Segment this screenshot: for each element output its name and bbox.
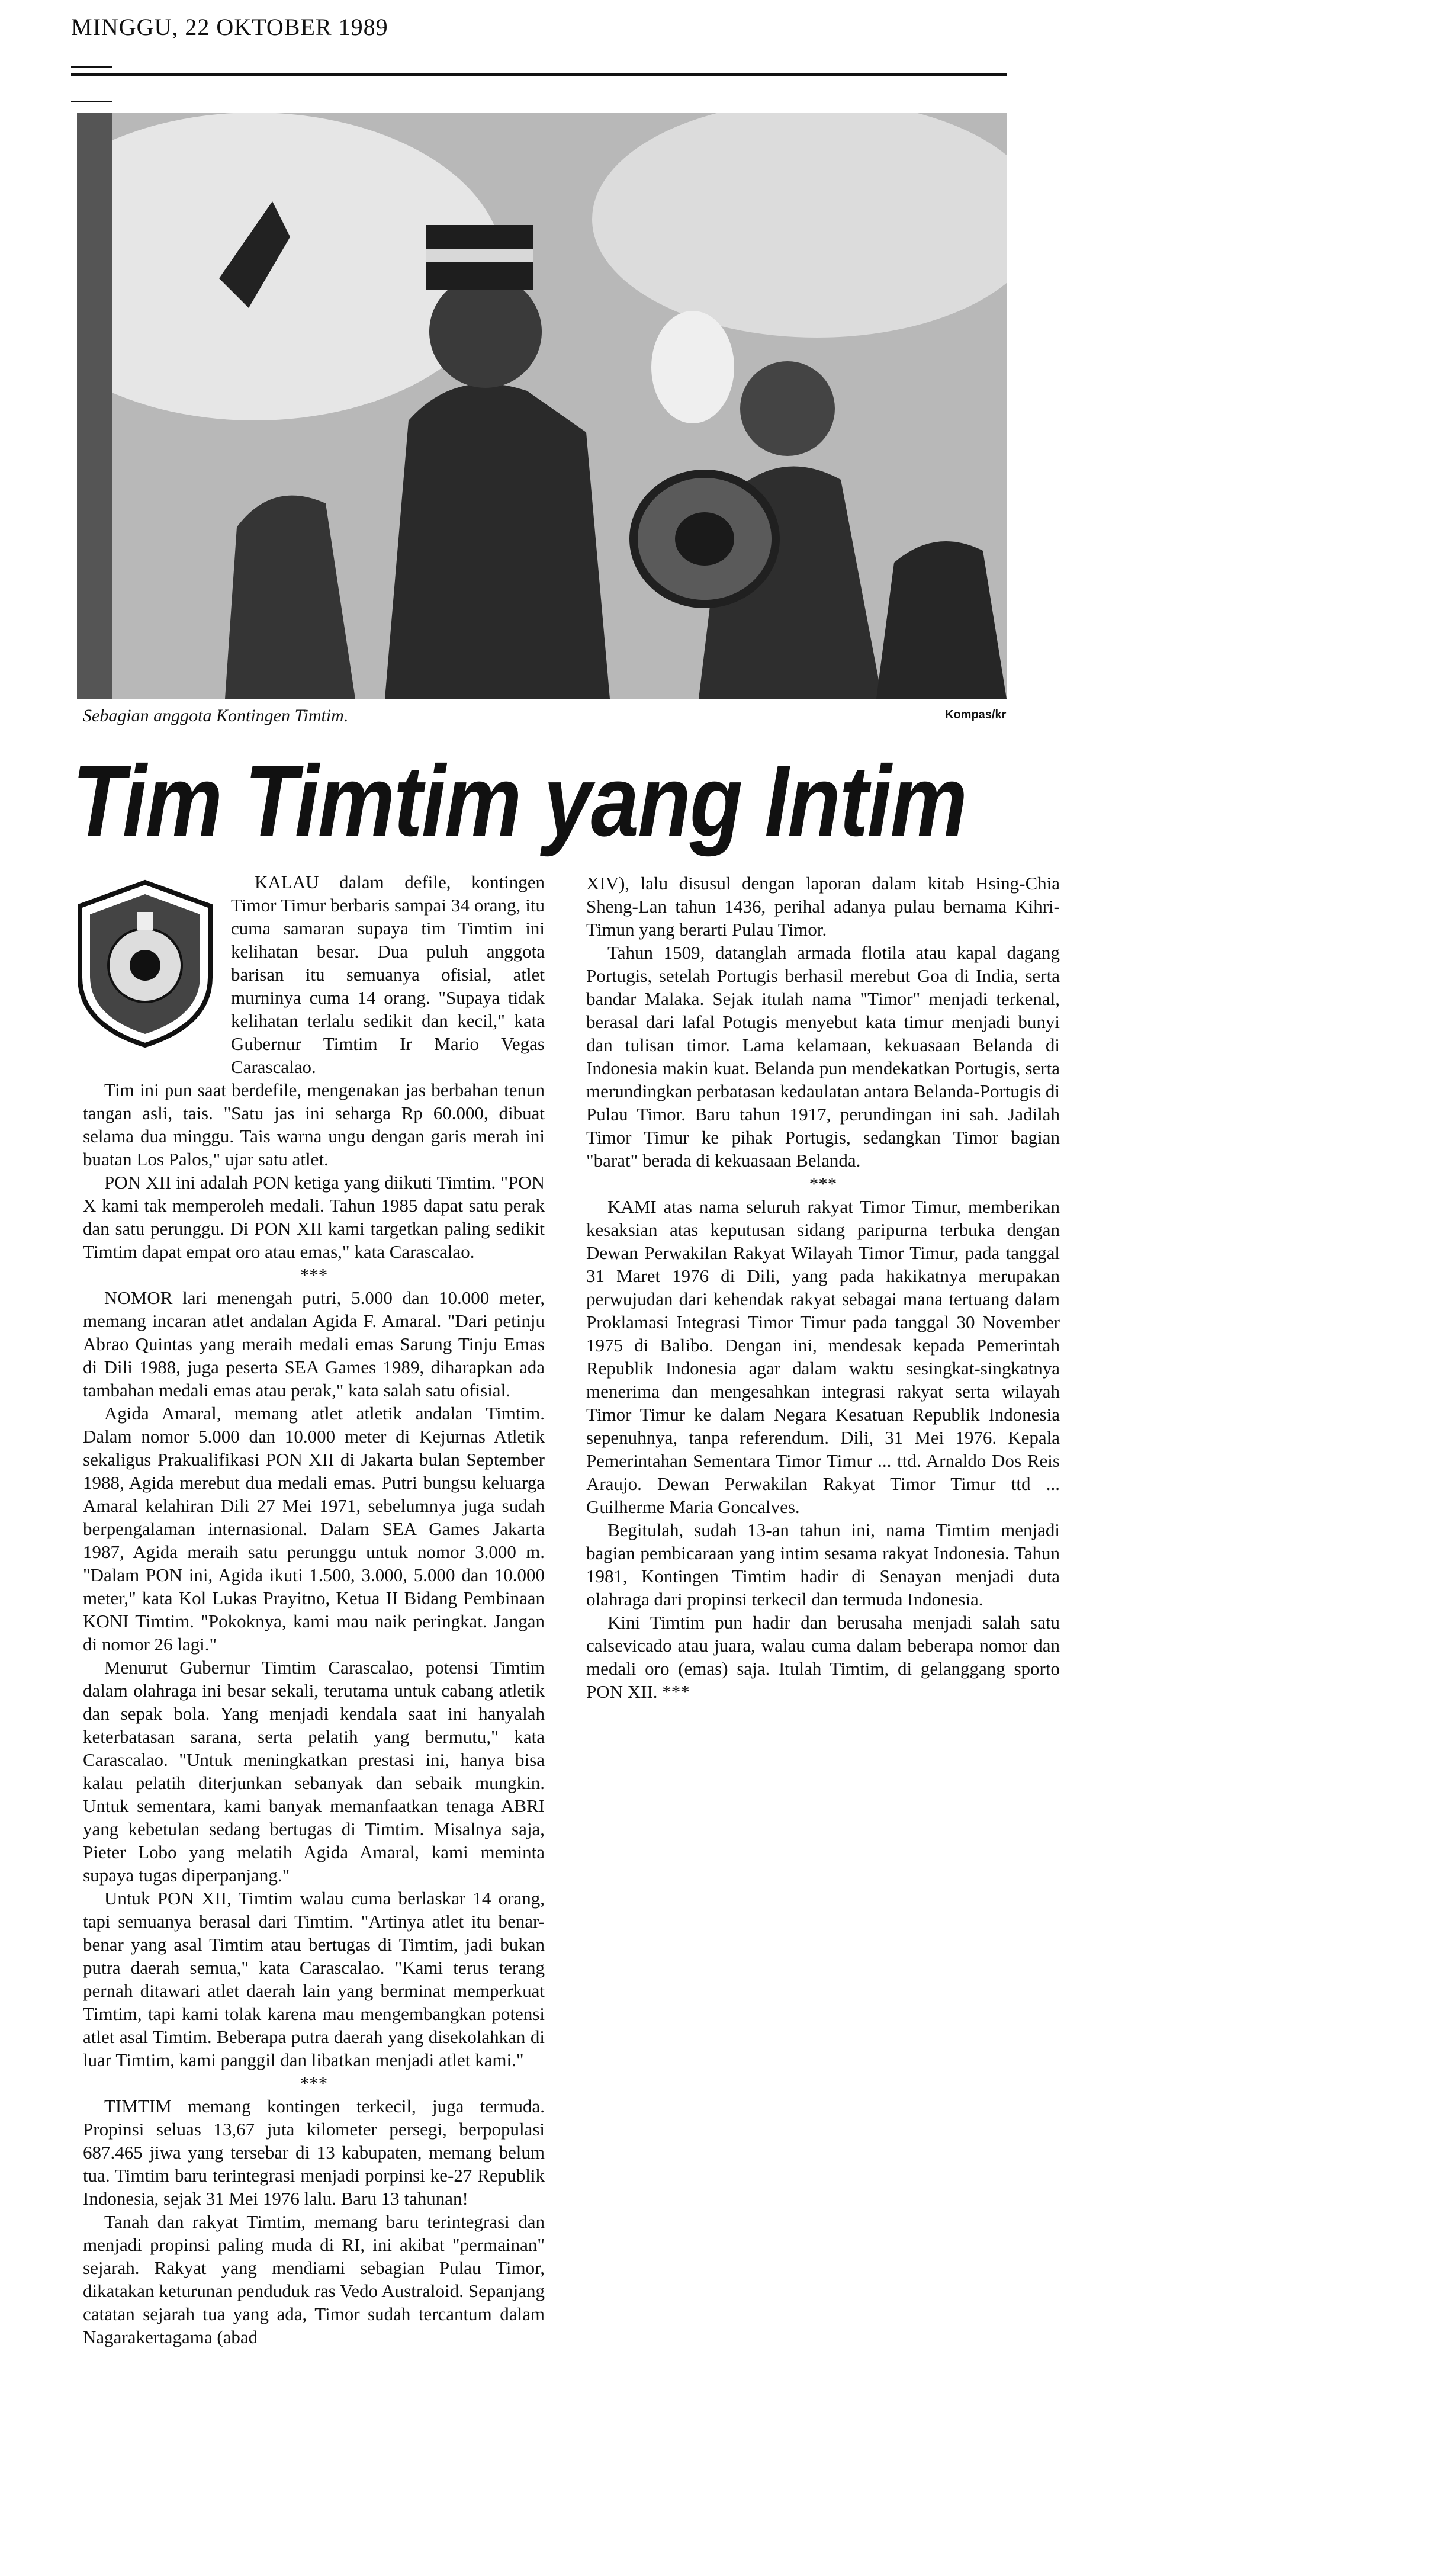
header-short-rule-2: [71, 101, 112, 102]
article-paragraph: Begitulah, sudah 13-an tahun ini, nama Timtim menjadi bagian pembicaraan yang intim sesama rakyat Indonesia. Tahun 1981, Kontingen Timtim hadir di Senayan menjadi duta olahraga dari propinsi terkecil dan termuda Indonesia.: [586, 1520, 1060, 1610]
article-paragraph: NOMOR lari menengah putri, 5.000 dan 10.000 meter, memang incaran atlet andalan Agida F. Amaral. "Dari petinju Abrao Quintas yang meraih medali emas Sarung Tinju Emas di Dili 1988, juga peserta SEA Games 1989, diharapkan ada tambahan medali emas atau perak," kata salah satu ofisial.: [83, 1287, 545, 1401]
article-column-1: [83, 871, 545, 2349]
header-short-rule: [71, 66, 112, 68]
section-separator: ***: [809, 1173, 837, 1194]
article-paragraph: Untuk PON XII, Timtim walau cuma berlaskar 14 orang, tapi semuanya berasal dari Timtim. "Artinya atlet itu benar-benar yang asal Timtim atau bertugas di Timtim, jadi bukan putra daerah semua," kata Carascalao. "Kami terus terang pernah ditawari atlet daerah lain yang berminat memperkuat Timtim, tapi kami tolak karena mau mengembangkan potensi atlet asal Timtim. Beberapa putra daerah yang disekolahkan di luar Timtim, kami panggil dan libatkan menjadi atlet kami.": [83, 1888, 545, 2070]
team-photo: [77, 113, 1007, 699]
photo-caption: Sebagian anggota Kontingen Timtim.: [83, 706, 349, 725]
header-rule: [71, 73, 1007, 76]
article-paragraph: Kini Timtim pun hadir dan berusaha menjadi salah satu calsevicado atau juara, walau cuma dalam beberapa nomor dan medali oro (emas) saja. Itulah Timtim, di gelanggang sporto PON XII. ***: [586, 1612, 1060, 1702]
section-separator: ***: [300, 1264, 328, 1285]
section-separator: ***: [300, 2073, 328, 2093]
article-paragraph: Tim ini pun saat berdefile, mengenakan jas berbahan tenun tangan asli, tais. "Satu jas ini seharga Rp 60.000, dibuat selama dua minggu. Tais warna ungu dengan garis merah ini buatan Los Palos," ujar satu atlet.: [83, 1080, 545, 1170]
article-paragraph: Tahun 1509, datanglah armada flotila atau kapal dagang Portugis, setelah Portugis berhasil merebut Goa di India, serta bandar Malaka. Sejak itulah nama "Timor" menjadi terkenal, berasal dari lafal Potugis menyebut kata timur menjadi bunyi dan tulisan timor. Lama kelamaan, kekuasaan Belanda di Indonesia makin kuat. Belanda pun mendekatkan Portugis, serta merundingkan perbatasan kedaulatan antara Belanda-Portugis di Pulau Timor. Baru tahun 1917, perundingan ini sah. Jadilah Timor Timur ke pihak Portugis, sedangkan Timor bagian "barat" berada di kekuasaan Belanda.: [586, 942, 1060, 1171]
article-paragraph: PON XII ini adalah PON ketiga yang diikuti Timtim. "PON X kami tak memperoleh medali. Tahun 1985 dapat satu perak dan satu perunggu. Di PON XII kami targetkan paling sedikit Timtim dapat empat oro atau emas," kata Carascalao.: [83, 1172, 545, 1262]
article-paragraph: KALAU dalam defile, kontingen Timor Timur berbaris sampai 34 orang, itu cuma samaran supaya tim Timtim ini kelihatan besar. Dua puluh anggota barisan itu semuanya ofisial, atlet murninya cuma 14 orang. "Supaya tidak kelihatan terlalu sedikit dan kecil," kata Gubernur Timtim Ir Mario Vegas Carascalao.: [231, 872, 545, 1077]
article-paragraph: KAMI atas nama seluruh rakyat Timor Timur, memberikan kesaksian atas keputusan sidang paripurna terbuka dengan Dewan Perwakilan Rakyat Wilayah Timor Timur, pada tanggal 31 Maret 1976 di Dili, yang pada hakikatnya merupakan perwujudan dari kehendak rakyat sebagai mana tertuang dalam Proklamasi Integrasi Timor Timur pada tanggal 30 November 1975 di Balibo. Dengan ini, mendesak kepada Pemerintah Republik Indonesia agar dalam waktu sesingkat-singkatnya menerima dan mengesahkan integrasi rakyat serta wilayah Timor Timur ke dalam Negara Kesatuan Republik Indonesia sepenuhnya, tanpa referendum. Dili, 31 Mei 1976. Kepala Pemerintahan Sementara Timor Timur ... ttd. Arnaldo Dos Reis Araujo. Dewan Perwakilan Rakyat Timor Timur ttd ... Guilherme Maria Goncalves.: [586, 1196, 1060, 1517]
photo-credit: Kompas/kr: [945, 708, 1007, 721]
article-paragraph: Agida Amaral, memang atlet atletik andalan Timtim. Dalam nomor 5.000 dan 10.000 meter di Kejurnas Atletik sekaligus Prakualifikasi PON XII di Jakarta bulan September 1988, Agida merebut dua medali emas. Putri bungsu keluarga Amaral kelahiran Dili 27 Mei 1971, sebelumnya juga sudah berpengalaman internasional. Dalam SEA Games Jakarta 1987, Agida meraih satu perunggu untuk nomor 3.000 m. "Dalam PON ini, Agida ikuti 1.500, 3.000, 5.000 dan 10.000 meter," kata Kol Lukas Prayitno, Ketua II Bidang Pembinaan KONI Timtim. "Pokoknya, kami mau naik peringkat. Jangan di nomor 26 lagi.": [83, 1403, 545, 1655]
article-paragraph: Menurut Gubernur Timtim Carascalao, potensi Timtim dalam olahraga ini besar sekali, terutama untuk cabang atletik dan sepak bola. Yang menjadi kendala saat ini hanyalah keterbatasan sarana, serta pelatih yang bermutu," kata Carascalao. "Untuk meningkatkan prestasi ini, hanya bisa kalau pelatih diterjunkan sebanyak dan sebaik mungkin. Untuk sementara, kami banyak memanfaatkan tenaga ABRI yang kebetulan sedang bertugas di Timtim. Misalnya saja, Pieter Lobo yang melatih Agida Amaral, kami meminta supaya tugas diperpanjang.": [83, 1657, 545, 1886]
article-paragraph: Tanah dan rakyat Timtim, memang baru terintegrasi dan menjadi propinsi paling muda di RI, ini akibat "permainan" sejarah. Rakyat yang mendiami sebagian Pulau Timor, dikatakan keturunan penduduk ras Vedo Australoid. Sepanjang catatan sejarah tua yang ada, Timor sudah tercantum dalam Nagarakertagama (abad: [83, 2211, 545, 2347]
article-column-2: [586, 872, 1060, 1703]
article-paragraph: TIMTIM memang kontingen terkecil, juga termuda. Propinsi seluas 13,67 juta kilometer persegi, berpopulasi 687.465 jiwa yang tersebar di 13 kabupaten, memang belum tua. Timtim baru terintegrasi menjadi porpinsi ke-27 Republik Indonesia, sejak 31 Mei 1976 lalu. Baru 13 tahunan!: [83, 2096, 545, 2209]
dateline: MINGGU, 22 OKTOBER 1989: [71, 14, 388, 40]
headline: Tim Timtim yang Intim: [72, 745, 967, 857]
article-paragraph: XIV), lalu disusul dengan laporan dalam kitab Hsing-Chia Sheng-Lan tahun 1436, perihal adanya pulau bernama Kihri-Timun yang berarti Pulau Timor.: [586, 873, 1060, 940]
